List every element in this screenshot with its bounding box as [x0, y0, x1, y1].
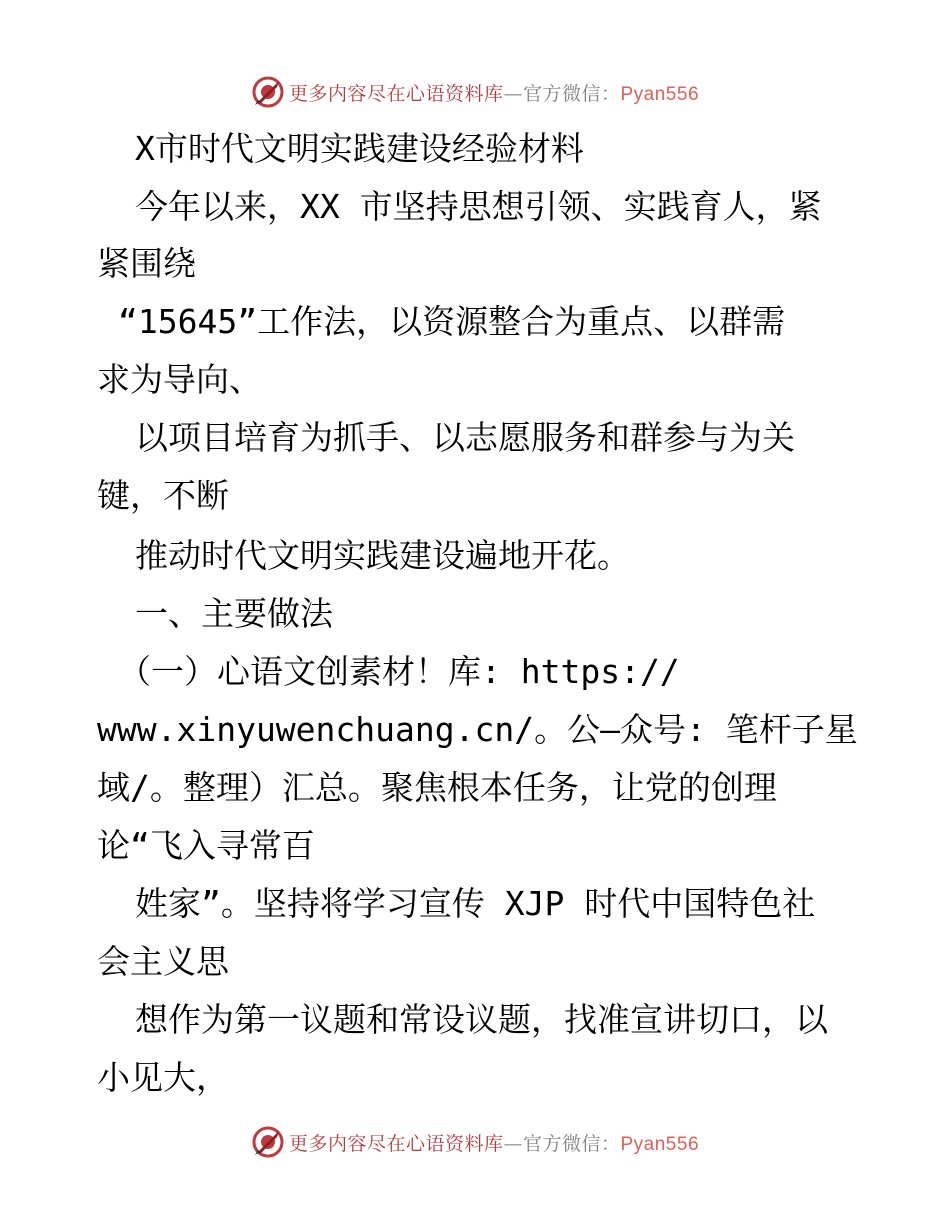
- paragraph-line: 今年以来，XX 市坚持思想引领、实践育人，紧: [135, 187, 822, 226]
- paragraph-line: 域/。整理）汇总。聚焦根本任务，让党的创理: [97, 768, 777, 807]
- banner-separator: —: [503, 82, 523, 105]
- paragraph-line: www.xinyuwenchuang.cn/。公—众号: 笔杆子星: [97, 710, 858, 749]
- banner-wechat-label: 官方微信：: [522, 82, 621, 105]
- banner-wechat-id: Pyan556: [620, 1133, 700, 1155]
- pen-logo-icon: [251, 1125, 285, 1159]
- paragraph-line: 以项目培育为抓手、以志愿服务和群参与为关: [135, 418, 795, 457]
- paragraph-line: 论“飞入寻常百: [97, 826, 315, 865]
- banner-promo-text: 更多内容尽在心语资料库: [288, 1132, 504, 1155]
- banner-promo-text: 更多内容尽在心语资料库: [288, 82, 504, 105]
- paragraph-line: 小见大，: [97, 1058, 229, 1097]
- paragraph-line: 紧围绕: [97, 244, 196, 283]
- paragraph-line: 想作为第一议题和常设议题，找准宣讲切口，以: [135, 1000, 828, 1039]
- pen-logo-icon: [251, 75, 285, 109]
- paragraph-line: 键，不断: [97, 476, 229, 515]
- paragraph-line: 推动时代文明实践建设遍地开花。: [135, 536, 630, 575]
- paragraph-line: （一）心语文创素材！库: https://: [118, 652, 680, 691]
- header-banner[interactable]: [0, 72, 950, 112]
- paragraph-line: 求为导向、: [97, 360, 262, 399]
- paragraph-line: 姓家”。坚持将学习宣传 XJP 时代中国特色社: [135, 884, 816, 923]
- banner-wechat-label: 官方微信：: [522, 1132, 621, 1155]
- section-heading: 一、主要做法: [135, 594, 333, 633]
- banner-separator: —: [503, 1132, 523, 1155]
- document-title: X市时代文明实践建设经验材料: [135, 129, 584, 168]
- paragraph-line: 会主义思: [97, 942, 229, 981]
- footer-banner[interactable]: [0, 1122, 950, 1162]
- banner-wechat-id: Pyan556: [620, 83, 700, 105]
- paragraph-line: “15645”工作法，以资源整合为重点、以群需: [118, 302, 786, 341]
